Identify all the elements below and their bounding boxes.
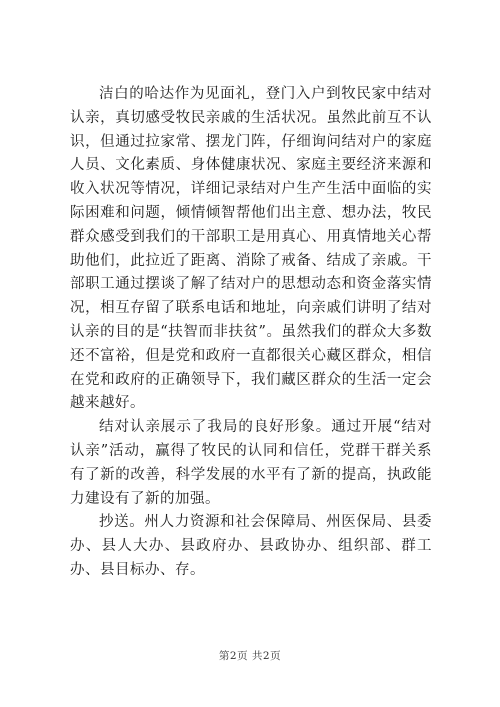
page-number-footer: 第2页 共2页 (218, 650, 282, 662)
paragraph-visit-relatives: 洁白的哈达作为见面礼，登门入户到牧民家中结对认亲，真切感受牧民亲戚的生活状况。虽然此前互不认识，但通过拉家常、摆龙门阵，仔细询问结对户的家庭人员、文化素质、身体健康状况、家庭主要经济来源和收入状况等情况，详细记录结对户生产生活中面临的实际困难和问题，倾情倾智帮他们出主意、想办法，牧民群众感受到我们的干部职工是用真心、用真情地关心帮助他们，此拉近了距离、消除了戒备、结成了亲戚。干部职工通过摆谈了解了结对户的思想动态和资金落实情况，相互存留了联系电话和地址，向亲戚们讲明了结对认亲的目的是“扶智而非扶贫”。虽然我们的群众大多数还不富裕，但是党和政府一直都很关心藏区群众，相信在党和政府的正确领导下，我们藏区群众的生活一定会越来越好。 (70, 86, 432, 412)
document-body (70, 83, 432, 583)
paragraph-cc-list: 抄送。州人力资源和社会保障局、州医保局、县委办、县人大办、县政府办、县政协办、组织部、群工办、县目标办、存。 (70, 514, 432, 578)
paragraph-good-image: 结对认亲展示了我局的良好形象。通过开展“结对认亲”活动，赢得了牧民的认同和信任，党群干群关系有了新的改善，科学发展的水平有了新的提高，执政能力建设有了新的加强。 (70, 419, 432, 507)
